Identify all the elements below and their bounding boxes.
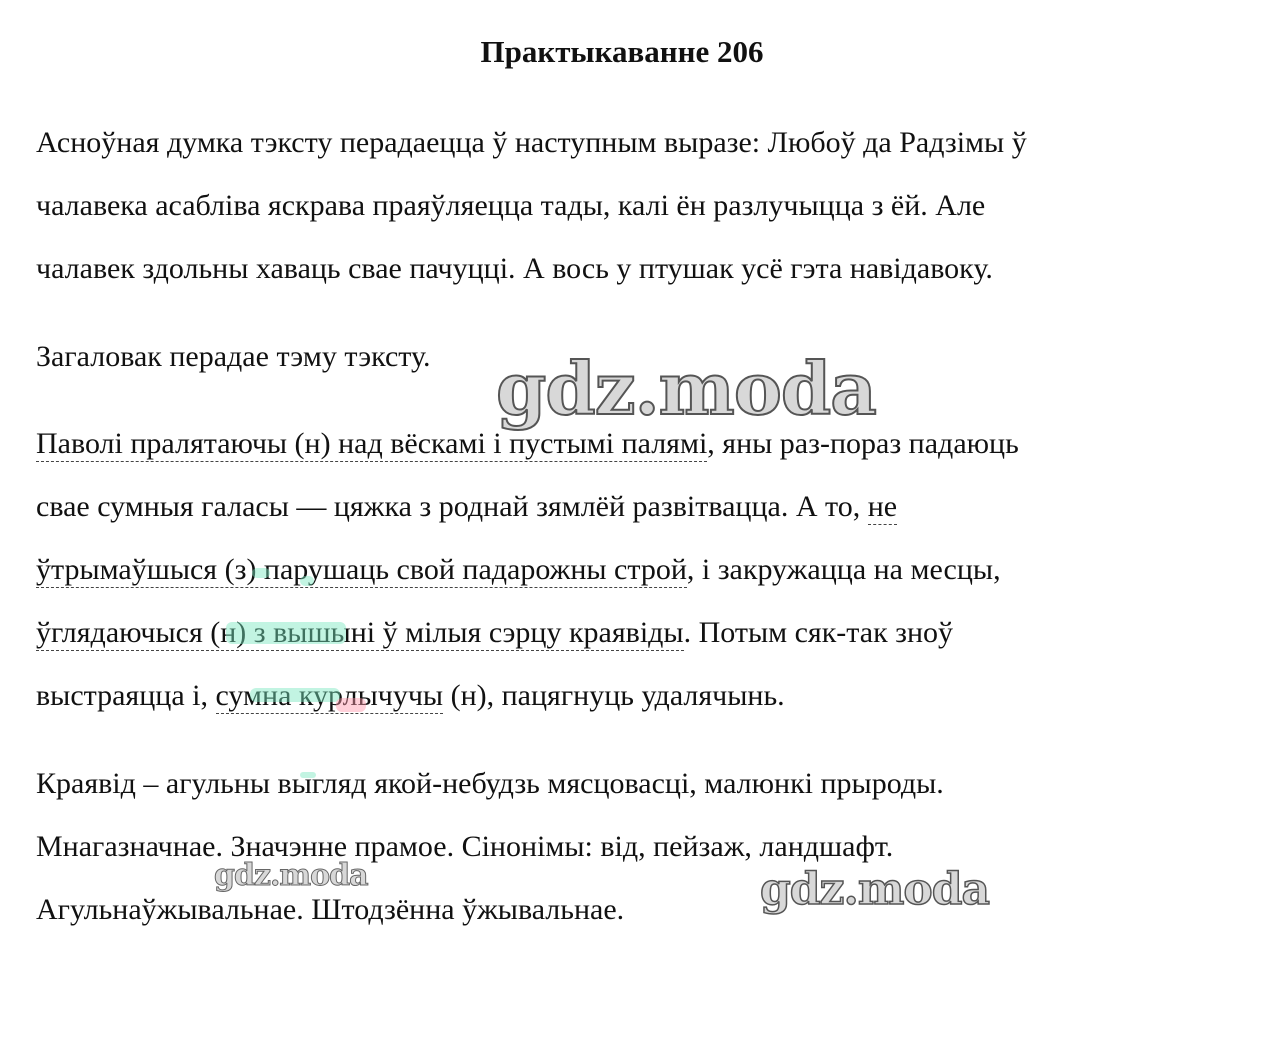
highlight-mark xyxy=(250,688,340,702)
text-fragment: свае сумныя галасы — цяжка з роднай зямлёй развітвацца. А то, xyxy=(36,490,868,523)
text-fragment: . Потым сяк-так зноў xyxy=(683,616,954,649)
analysed-text-paragraph xyxy=(36,412,1256,727)
participle-phrase-underline: не xyxy=(867,490,898,523)
text-line xyxy=(36,475,1256,538)
highlight-mark xyxy=(300,576,314,586)
participle-phrase-underline: Паволі пралятаючы (н) над вёскамі і пустымі палямі xyxy=(36,427,708,460)
text-line: чалавека асабліва яскрава праяўляецца тады, калі ён разлучыцца з ёй. Але xyxy=(36,189,986,222)
watermark-logo: gdz.moda xyxy=(760,864,990,915)
highlight-mark xyxy=(336,698,366,712)
exercise-title: Практыкаванне 206 xyxy=(480,34,764,69)
participle-phrase-underline: ўглядаючыся (н) з вышыні ў мілыя сэрцу краявіды xyxy=(36,616,684,649)
word-definition-paragraph xyxy=(36,752,1256,941)
text-line: Краявід – агульны выгляд якой-небудзь мясцовасці, малюнкі прыроды. xyxy=(36,767,944,800)
text-fragment: , і закружацца на месцы, xyxy=(686,553,1001,586)
text-line xyxy=(36,538,1256,601)
participle-phrase-underline: сумна курлычучы xyxy=(215,679,444,712)
participle-phrase-underline: ўтрымаўшыся (з) парушаць свой падарожны строй xyxy=(36,553,687,586)
watermark-logo: gdz.moda xyxy=(496,346,876,431)
highlight-mark xyxy=(300,772,316,778)
text-fragment: (н), пацягнуць удалячынь. xyxy=(443,679,785,712)
highlight-mark xyxy=(226,622,346,644)
text-line: Мнагазначнае. Значэнне прамое. Сінонімы: від, пейзаж, ландшафт. xyxy=(36,830,894,863)
main-idea-paragraph xyxy=(36,111,1256,300)
text-line xyxy=(36,601,1256,664)
text-fragment: выстраяцца і, xyxy=(36,679,216,712)
highlight-mark xyxy=(252,568,270,578)
text-fragment: , яны раз-пораз падаюць xyxy=(707,427,1019,460)
text-line: Асноўная думка тэксту перадаецца ў наступным выразе: Любоў да Радзімы ў xyxy=(36,126,1027,159)
watermark-logo: gdz.moda xyxy=(214,858,368,893)
text-line xyxy=(36,664,1256,727)
text-line: Загаловак перадае тэму тэксту. xyxy=(36,340,431,373)
text-line: Агульнаўжывальнае. Штодзённа ўжывальнае. xyxy=(36,893,625,926)
text-line: чалавек здольны хаваць свае пачуцці. А вось у птушак усё гэта навідавоку. xyxy=(36,252,993,285)
